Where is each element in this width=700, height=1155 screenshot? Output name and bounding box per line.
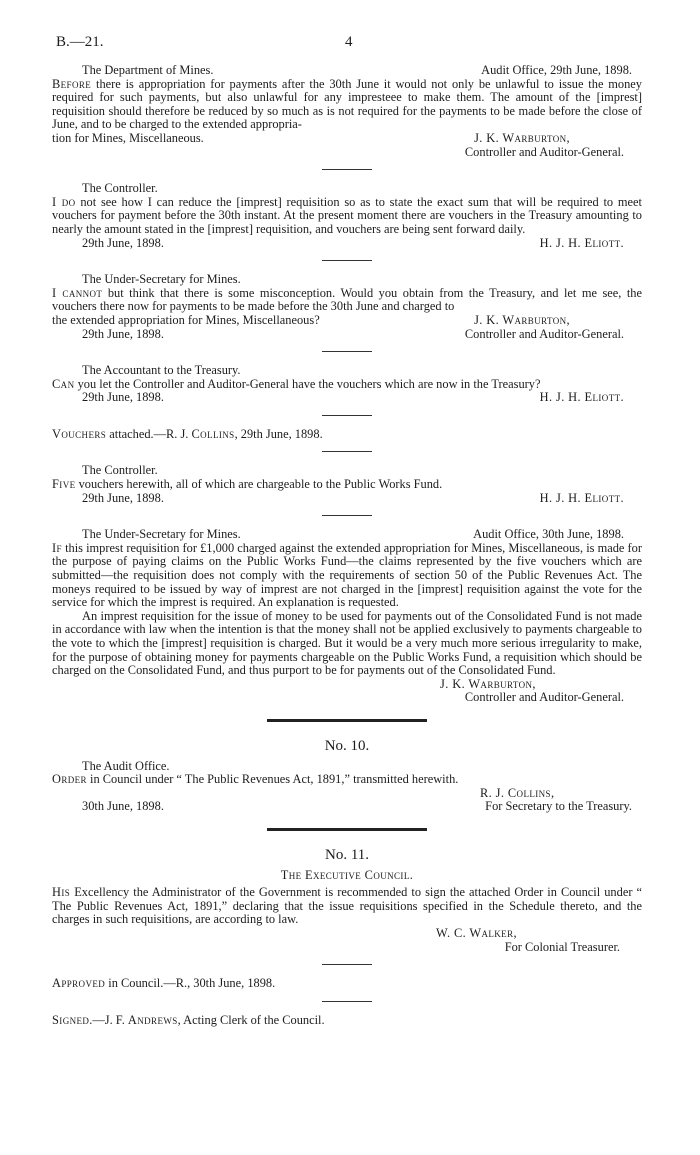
document-divider — [267, 719, 427, 722]
signatory-title: Controller and Auditor-General. — [464, 690, 624, 705]
lead-word: If — [52, 540, 62, 555]
memo-date: 30th June, 1898. — [82, 799, 164, 814]
memo-closing-line — [52, 391, 642, 405]
document-divider — [267, 828, 427, 831]
paragraph-text: vouchers herewith, all of which are chargeable to the Public Works Fund. — [75, 477, 443, 492]
signatory-name: H. J. H. Eliott. — [539, 235, 624, 250]
memo-recipient: The Controller. — [82, 181, 158, 196]
memo-paragraph — [52, 773, 642, 787]
memo-address-line — [52, 528, 642, 542]
page-number: 4 — [345, 34, 353, 50]
memo-closing-line — [52, 492, 642, 506]
memo-closing-line — [52, 328, 642, 342]
memo-closing-line — [52, 132, 642, 146]
memo-paragraph — [52, 428, 642, 442]
section-divider — [322, 169, 372, 170]
memo-paragraph — [52, 478, 642, 492]
signatory-title: For Colonial Treasurer. — [504, 939, 620, 954]
memo-date: 29th June, 1898. — [82, 390, 164, 405]
memo-recipient: The Accountant to the Treasury. — [82, 363, 241, 378]
memo-closing-line — [52, 314, 642, 328]
memo-recipient: The Audit Office. — [82, 758, 170, 773]
section-divider — [322, 1001, 372, 1002]
signatory-name: H. J. H. Eliott. — [539, 490, 624, 505]
section-divider — [322, 964, 372, 965]
paragraph-text: , 29th June, 1898. — [234, 426, 323, 441]
lead-word: Signed — [52, 1012, 90, 1027]
document-number-heading: No. 11. — [324, 846, 370, 863]
paragraph-text: Excellency the Administrator of the Government is recommended to sign the attached Order in Council under “ The Public Revenues Act, 1891,” declaring that the issue requisitions specified in the Schedule thereto, and the charges in such requisitions, are according to law. — [52, 885, 642, 927]
memo-date: 29th June, 1898. — [82, 490, 164, 505]
memo-paragraph — [52, 287, 642, 314]
signatory-name: J. K. Warburton, — [474, 130, 570, 145]
lead-word: I cannot — [52, 285, 103, 300]
document-subheading: The Executive Council. — [280, 867, 414, 882]
signatory-title: For Secretary to the Treasury. — [485, 799, 632, 814]
signatory-name: J. K. Warburton, — [474, 312, 570, 327]
page-header — [0, 36, 700, 56]
memo-paragraph — [52, 542, 642, 610]
memo-paragraph — [52, 886, 642, 927]
section-divider — [322, 415, 372, 416]
lead-word: I do — [52, 194, 76, 209]
section-divider — [322, 351, 372, 352]
signatory-name: R. J. Collins, — [480, 785, 555, 800]
document-reference: B.—21. — [56, 34, 104, 50]
section-divider — [322, 260, 372, 261]
memo-closing-line — [52, 237, 642, 251]
lead-word: Can — [52, 376, 75, 391]
section-divider — [322, 451, 372, 452]
signatory-name: W. C. Walker, — [436, 925, 517, 940]
paragraph-text: you let the Controller and Auditor-General have the vouchers which are now in the Treasury? — [74, 376, 541, 391]
signatory-name: H. J. H. Eliott. — [539, 390, 624, 405]
paragraph-text: tion for Mines, Miscellaneous. — [52, 130, 204, 145]
memo-place-date: Audit Office, 30th June, 1898. — [473, 527, 624, 542]
lead-word: Five — [52, 477, 76, 492]
memo-paragraph — [52, 378, 642, 392]
paragraph-text: not see how I can reduce the [imprest] requisition so as to state the exact sum that will be required to meet vouchers for payment before the 30th instant. At the present moment there are vouchers in the Treasury amounting to nearly the amount stated in the [imprest] requisition, and vouchers are being sent forward daily. — [52, 194, 642, 236]
person-name: Andrews — [127, 1012, 178, 1027]
approval-line — [52, 977, 642, 991]
paragraph-text: , Acting Clerk of the Council. — [177, 1012, 325, 1027]
paragraph-text: there is appropriation for payments after the 30th June it would not only be unlawful to issue the money required for such payments, but also unlawful for any impresteee to make them. The amount of the [imprest] requisition should therefore be reduced by so much as is not required for the payments to be made before the close of June, and to be charged to the extended appropria- — [52, 76, 642, 132]
memo-recipient: The Under-Secretary for Mines. — [82, 527, 241, 542]
lead-word: Before — [52, 76, 92, 91]
paragraph-text: An imprest requisition for the issue of money to be used for payments out of the Consolidated Fund is not made in accordance with law when the intention is that the money shall not be applied exclusively to payments chargeable to the vote to which the [imprest] requisition is charged. But it would be a very much more serious irregularity to make, for the purpose of obtaining money for payments chargeable on the Public Works Fund, a requisition which should be charged on the Consolidated Fund, and thus purport to be for payments out of the Consolidated Fund. — [52, 608, 642, 678]
signatory-title: Controller and Auditor-General. — [464, 326, 624, 341]
memo-address-line — [52, 64, 642, 78]
lead-word: Vouchers — [52, 426, 107, 441]
memo-date: 29th June, 1898. — [82, 326, 164, 341]
memo-closing-line — [52, 800, 642, 814]
paragraph-text: in Council under “ The Public Revenues Act, 1891,” transmitted herewith. — [86, 772, 459, 787]
person-name: Collins — [191, 426, 235, 441]
memo-recipient: The Department of Mines. — [82, 63, 214, 77]
lead-word: His — [52, 885, 71, 900]
signatory-title: Controller and Auditor-General. — [464, 144, 624, 159]
memo-paragraph — [52, 196, 642, 237]
paragraph-text: .—J. F. — [89, 1012, 128, 1027]
paragraph-text: attached.—R. J. — [106, 426, 192, 441]
signed-line — [52, 1014, 642, 1028]
lead-word: Order — [52, 772, 87, 787]
document-body — [52, 64, 642, 1027]
memo-place-date: Audit Office, 29th June, 1898. — [481, 63, 632, 77]
paragraph-text: the extended appropriation for Mines, Miscellaneous? — [52, 312, 320, 327]
section-divider — [322, 515, 372, 516]
document-number-heading: No. 10. — [324, 737, 370, 754]
paragraph-text: this imprest requisition for £1,000 charged against the extended appropriation for Mines, Miscellaneous, is made for the purpose of paying claims on the Public Works Fund—the claims represented by the five vouchers which are submitted—the requisition does not comply with the requirements of section 50 of the Public Revenues Act. The moneys required to be issued by way of imprest are not charged in the [imprest] requisition against the vote for the service for which the imprest is required. An explanation is requested. — [52, 540, 642, 610]
lead-word: Approved — [52, 976, 106, 991]
memo-paragraph — [52, 610, 642, 678]
memo-recipient: The Controller. — [82, 463, 158, 478]
paragraph-text: but think that there is some misconception. Would you obtain from the Treasury, and let me see, the vouchers there now for payments to be made before the 30th June and charged to — [52, 285, 642, 314]
memo-paragraph — [52, 78, 642, 132]
memo-recipient: The Under-Secretary for Mines. — [82, 272, 241, 287]
paragraph-text: in Council.—R., 30th June, 1898. — [105, 976, 276, 991]
memo-date: 29th June, 1898. — [82, 235, 164, 250]
signatory-name: J. K. Warburton, — [440, 676, 536, 691]
